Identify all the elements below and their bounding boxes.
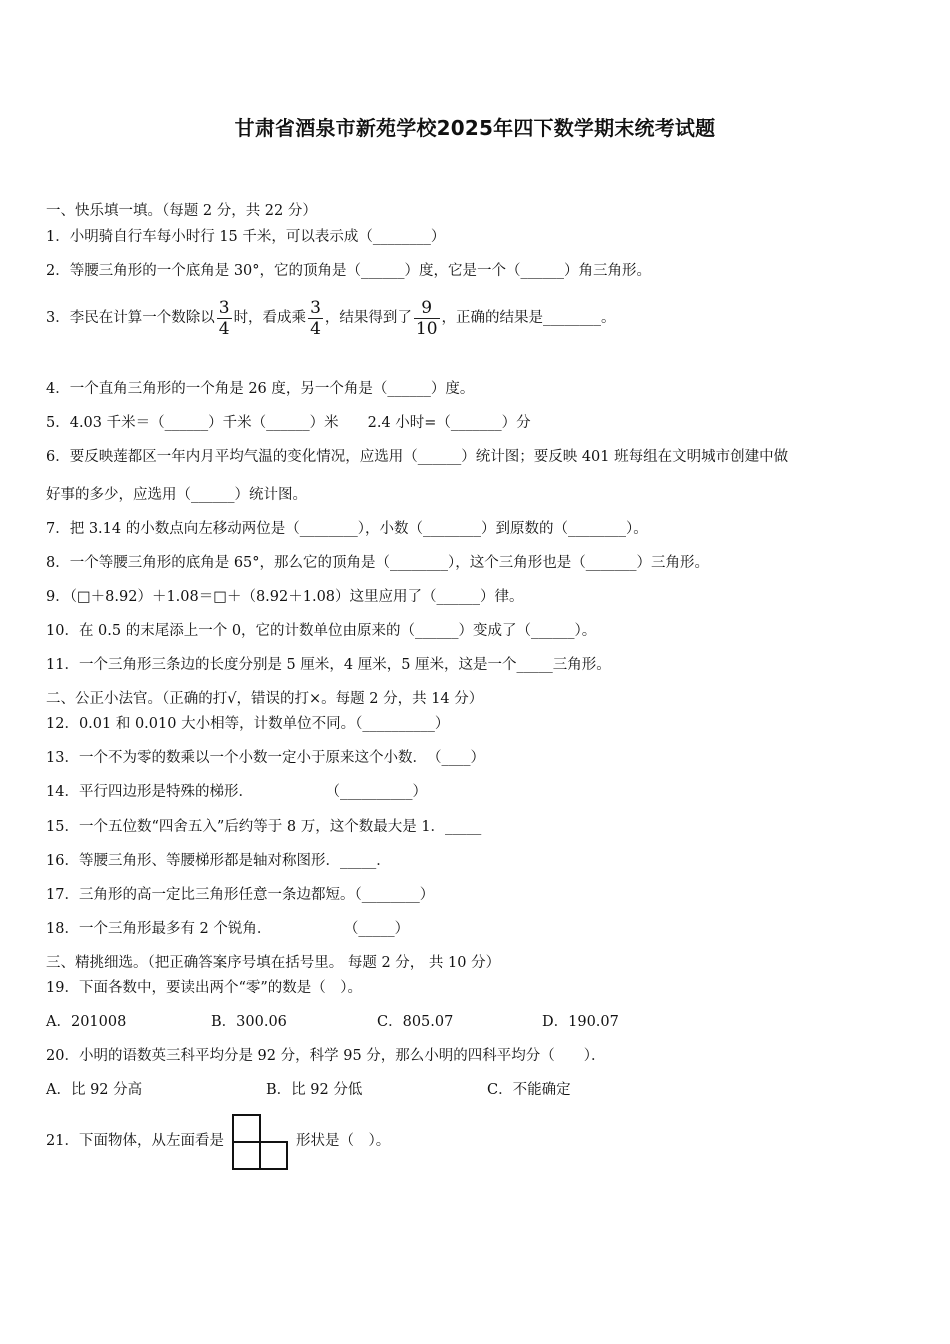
fraction-numerator: 3: [218, 297, 230, 318]
fraction-denominator: 10: [415, 318, 438, 339]
question-16: 16．等腰三角形、等腰梯形都是轴对称图形．_____．: [46, 853, 391, 869]
question-8: 8．一个等腰三角形的底角是 65°，那么它的顶角是（________），这个三角形也是（_______）三角形。: [46, 555, 710, 571]
fraction-numerator: 3: [310, 297, 321, 318]
q19-option-c: C．805.07: [377, 1014, 454, 1030]
question-3-text-a: 3．李民在计算一个数除以: [46, 310, 215, 326]
question-7: 7．把 3.14 的小数点向左移动两位是（________），小数（________）到原数的（________）。: [46, 521, 648, 537]
question-3-text-d: ，正确的结果是________。: [441, 310, 616, 326]
question-4: 4．一个直角三角形的一个角是 26 度，另一个角是（______）度。: [46, 381, 475, 397]
fraction-nine-tenths: [414, 298, 440, 339]
q19-option-a: A．201008: [46, 1014, 127, 1030]
question-21-text-b: 形状是（ ）。: [295, 1133, 391, 1149]
question-19-stem: 19．下面各数中，要读出两个“零”的数是（ ）。: [46, 980, 363, 996]
page-title: 甘肃省酒泉市新苑学校2025年四下数学期末统考试题: [234, 116, 716, 140]
question-3-text-b: 时，看成乘: [233, 310, 307, 326]
question-2: 2．等腰三角形的一个底角是 30°，它的顶角是（______）度，它是一个（______）角三角形。: [46, 263, 652, 279]
question-12: 12．0.01 和 0.010 大小相等，计数单位不同。（__________）: [46, 716, 450, 732]
question-9: 9．（□＋8.92）＋1.08＝□＋（8.92＋1.08）这里应用了（______）律。: [46, 589, 524, 605]
q20-option-b: B．比 92 分低: [266, 1082, 363, 1098]
q19-option-b: B．300.06: [211, 1014, 287, 1030]
fraction-denominator: 4: [310, 318, 321, 339]
figure-square-top: [232, 1114, 261, 1143]
fraction-denominator: 4: [218, 318, 230, 339]
figure-square-bottom-left: [232, 1141, 261, 1170]
question-11: 11．一个三角形三条边的长度分别是 5 厘米，4 厘米，5 厘米，这是一个_____三角形。: [46, 657, 611, 673]
section-heading-2: 二、公正小法官。（正确的打√，错误的打×。每题 2 分，共 14 分）: [46, 691, 484, 707]
question-3-text-c: ，结果得到了: [324, 310, 412, 326]
question-6-line-2: 好事的多少，应选用（______）统计图。: [46, 487, 307, 503]
question-15: 15．一个五位数“四舍五入”后约等于 8 万，这个数最大是 1．_____: [46, 819, 482, 835]
q20-option-c: C．不能确定: [487, 1082, 571, 1098]
q20-option-a: A．比 92 分高: [46, 1082, 143, 1098]
question-3: [46, 296, 616, 340]
fraction-three-quarters-b: [308, 298, 323, 339]
section-heading-1: 一、快乐填一填。（每题 2 分，共 22 分）: [46, 203, 317, 219]
section-heading-3: 三、精挑细选。（把正确答案序号填在括号里。 每题 2 分， 共 10 分）: [46, 955, 501, 971]
question-5: 5．4.03 千米＝（______）千米（______）米 2.4 小时=（_______）分: [46, 415, 531, 431]
question-10: 10．在 0.5 的末尾添上一个 0，它的计数单位由原来的（______）变成了（______）。: [46, 623, 597, 639]
q19-option-d: D．190.07: [542, 1014, 619, 1030]
question-21-text-a: 21．下面物体，从左面看是: [46, 1133, 224, 1149]
question-14: 14．平行四边形是特殊的梯形． （__________）: [46, 784, 427, 800]
question-20-stem: 20．小明的语数英三科平均分是 92 分，科学 95 分，那么小明的四科平均分（ ）．: [46, 1048, 606, 1064]
question-13: 13．一个不为零的数乘以一个小数一定小于原来这个小数． （____）: [46, 750, 485, 766]
question-17: 17．三角形的高一定比三角形任意一条边都短。（________）: [46, 887, 435, 903]
block-view-figure: [232, 1114, 288, 1168]
question-6-line-1: 6．要反映莲都区一年内月平均气温的变化情况，应选用（______）统计图；要反映 401 班每组在文明城市创建中做: [46, 449, 789, 465]
question-21: [46, 1113, 390, 1169]
fraction-three-quarters-a: [217, 298, 232, 339]
question-18: 18．一个三角形最多有 2 个锐角． （_____）: [46, 921, 410, 937]
question-1: 1．小明骑自行车每小时行 15 千米，可以表示成（________）: [46, 229, 446, 245]
figure-square-bottom-right: [259, 1141, 288, 1170]
fraction-numerator: 9: [421, 297, 433, 318]
